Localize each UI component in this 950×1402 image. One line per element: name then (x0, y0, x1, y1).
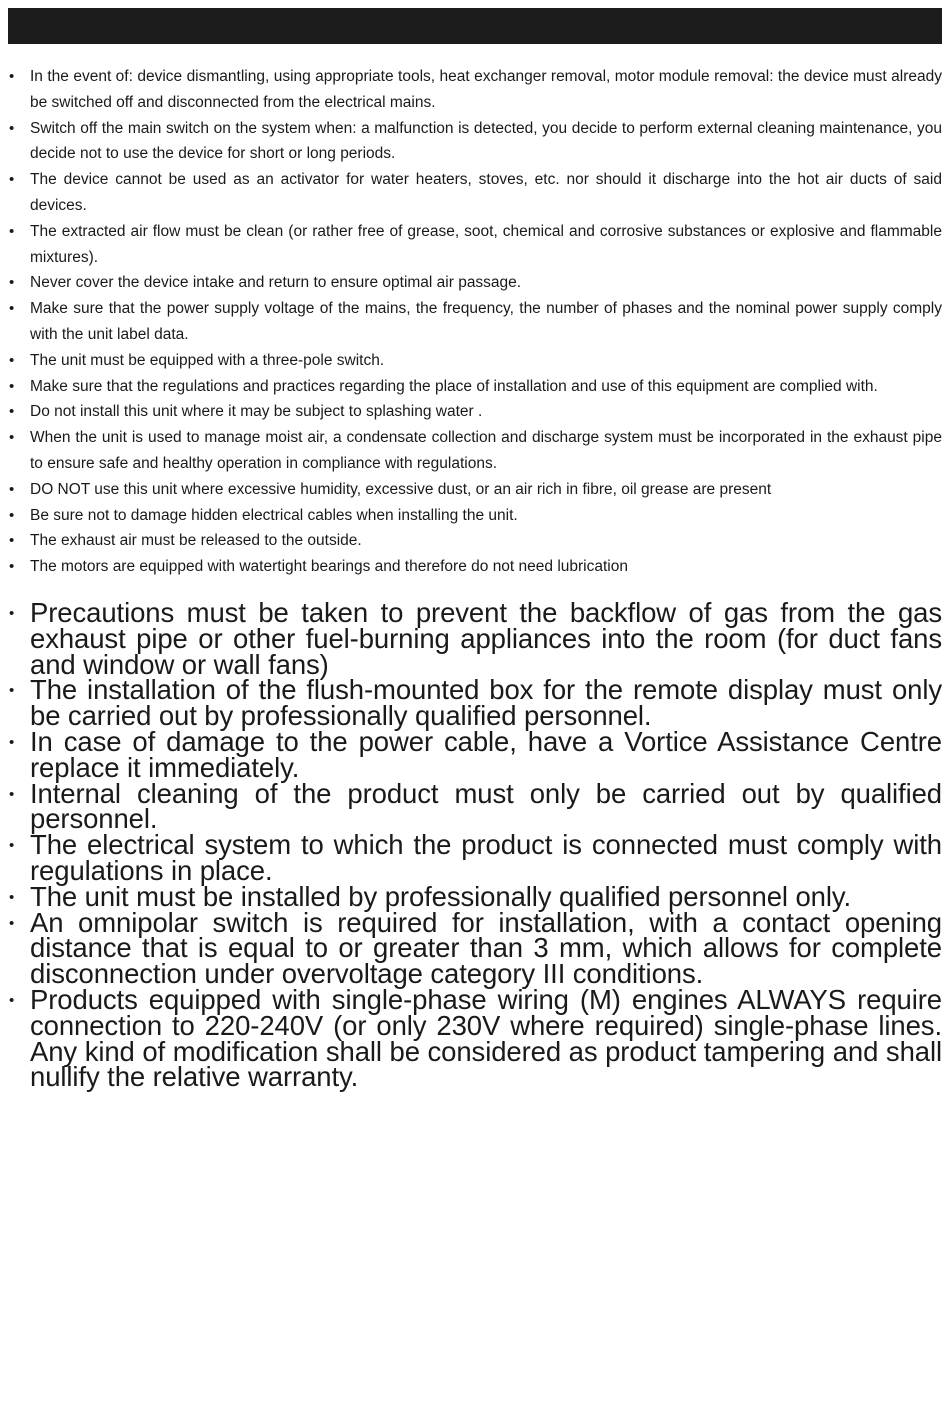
list-item-text: Products equipped with single-phase wiring (M) engines ALWAYS require connection to 220-240V (or only 230V where required) single-phase lines. Any kind of modification shall be considered as product tampering and shall nullify the relative warranty. (30, 983, 942, 1093)
bullet: • (9, 605, 15, 622)
bullet: • (9, 119, 15, 137)
bullet: • (9, 914, 15, 932)
bullet: • (9, 837, 15, 855)
list-item (8, 296, 942, 348)
list-item (8, 374, 942, 400)
list-item-text: Switch off the main switch on the system when: a malfunction is detected, you decide to perform external cleaning maintenance, you decide not to use the device for short or long periods. (30, 119, 942, 163)
list-item-text: The electrical system to which the product is connected must comply with regulations in place. (30, 829, 942, 886)
list-item (8, 64, 942, 116)
list-item-text: Be sure not to damage hidden electrical cables when installing the unit. (30, 506, 518, 524)
bullet: • (9, 991, 15, 1009)
bullet: • (9, 480, 15, 498)
list-item-text: Precautions must be taken to prevent the backflow of gas from the gas exhaust pipe or other fuel-burning appliances into the room (for duct fans and window or wall fans) (30, 597, 942, 680)
list-item (8, 906, 942, 990)
list-item (8, 270, 942, 296)
list-item (8, 348, 942, 374)
bullet: • (9, 558, 15, 576)
list-item (8, 829, 942, 886)
list-item-text: The installation of the flush-mounted box for the remote display must only be carried out by professionally qualified personnel. (30, 674, 942, 732)
bullet: • (9, 351, 15, 369)
list-item (8, 983, 942, 1093)
list-item (8, 777, 942, 835)
list-item (8, 528, 942, 554)
bullet: • (9, 888, 15, 906)
bullet: • (9, 506, 15, 524)
list-item (8, 477, 942, 503)
list-item-text: The extracted air flow must be clean (or rather free of grease, soot, chemical and corrosive substances or explosive and flammable mixtures). (30, 222, 942, 266)
list-item-text: DO NOT use this unit where excessive humidity, excessive dust, or an air rich in fibre, oil grease are present (30, 480, 772, 498)
safety-list-small (8, 64, 942, 580)
list-item (8, 554, 942, 580)
list-item-text: Internal cleaning of the product must only be carried out by qualified personnel. (30, 777, 942, 835)
list-item-text: Do not install this unit where it may be subject to splashing water . (30, 403, 483, 421)
header-bar (8, 8, 942, 44)
list-item (8, 725, 942, 783)
list-item-text: The device cannot be used as an activator for water heaters, stoves, etc. nor should it discharge into the hot air ducts of said devices. (30, 171, 942, 214)
list-item (8, 597, 942, 680)
list-item (8, 425, 942, 477)
list-item-text: An omnipolar switch is required for installation, with a contact opening distance that is equal to or greater than 3 mm, which allows for complete disconnection under overvoltage category III conditions. (30, 906, 942, 990)
bullet: • (9, 429, 15, 447)
list-item (8, 674, 942, 732)
bullet: • (9, 222, 15, 240)
bullet: • (9, 68, 15, 85)
list-item-text: Make sure that the regulations and practices regarding the place of installation and use of this equipment are complied with. (30, 377, 878, 395)
bullet: • (9, 171, 15, 189)
list-item-text: The unit must be equipped with a three-pole switch. (30, 351, 385, 369)
list-item (8, 503, 942, 529)
list-item-text: The exhaust air must be released to the outside. (30, 532, 362, 550)
bullet: • (9, 733, 15, 751)
bullet: • (9, 300, 15, 318)
list-item-text: The unit must be installed by professionally qualified personnel only. (30, 880, 852, 912)
bullet: • (9, 785, 15, 803)
bullet: • (9, 532, 15, 550)
bullet: • (9, 682, 15, 700)
bullet: • (9, 403, 15, 421)
list-item-text: In the event of: device dismantling, using appropriate tools, heat exchanger removal, motor module removal: the device must already be switched off and disconnected from the electrical mains. (30, 68, 942, 111)
list-item-text: Make sure that the power supply voltage of the mains, the frequency, the number of phases and the nominal power supply comply with the unit label data. (30, 300, 942, 343)
list-item (8, 399, 942, 425)
list-item (8, 219, 942, 271)
list-item (8, 116, 942, 168)
list-item-text: The motors are equipped with watertight bearings and therefore do not need lubrication (30, 558, 628, 576)
bullet: • (9, 377, 15, 395)
list-item-text: Never cover the device intake and return to ensure optimal air passage. (30, 274, 522, 292)
safety-list-large (8, 597, 942, 1093)
list-item-text: When the unit is used to manage moist air, a condensate collection and discharge system must be incorporated in the exhaust pipe to ensure safe and healthy operation in compliance with regulations. (30, 429, 942, 472)
bullet: • (9, 274, 15, 292)
list-item (8, 167, 942, 219)
list-item-text: In case of damage to the power cable, have a Vortice Assistance Centre replace it immediately. (30, 725, 942, 783)
